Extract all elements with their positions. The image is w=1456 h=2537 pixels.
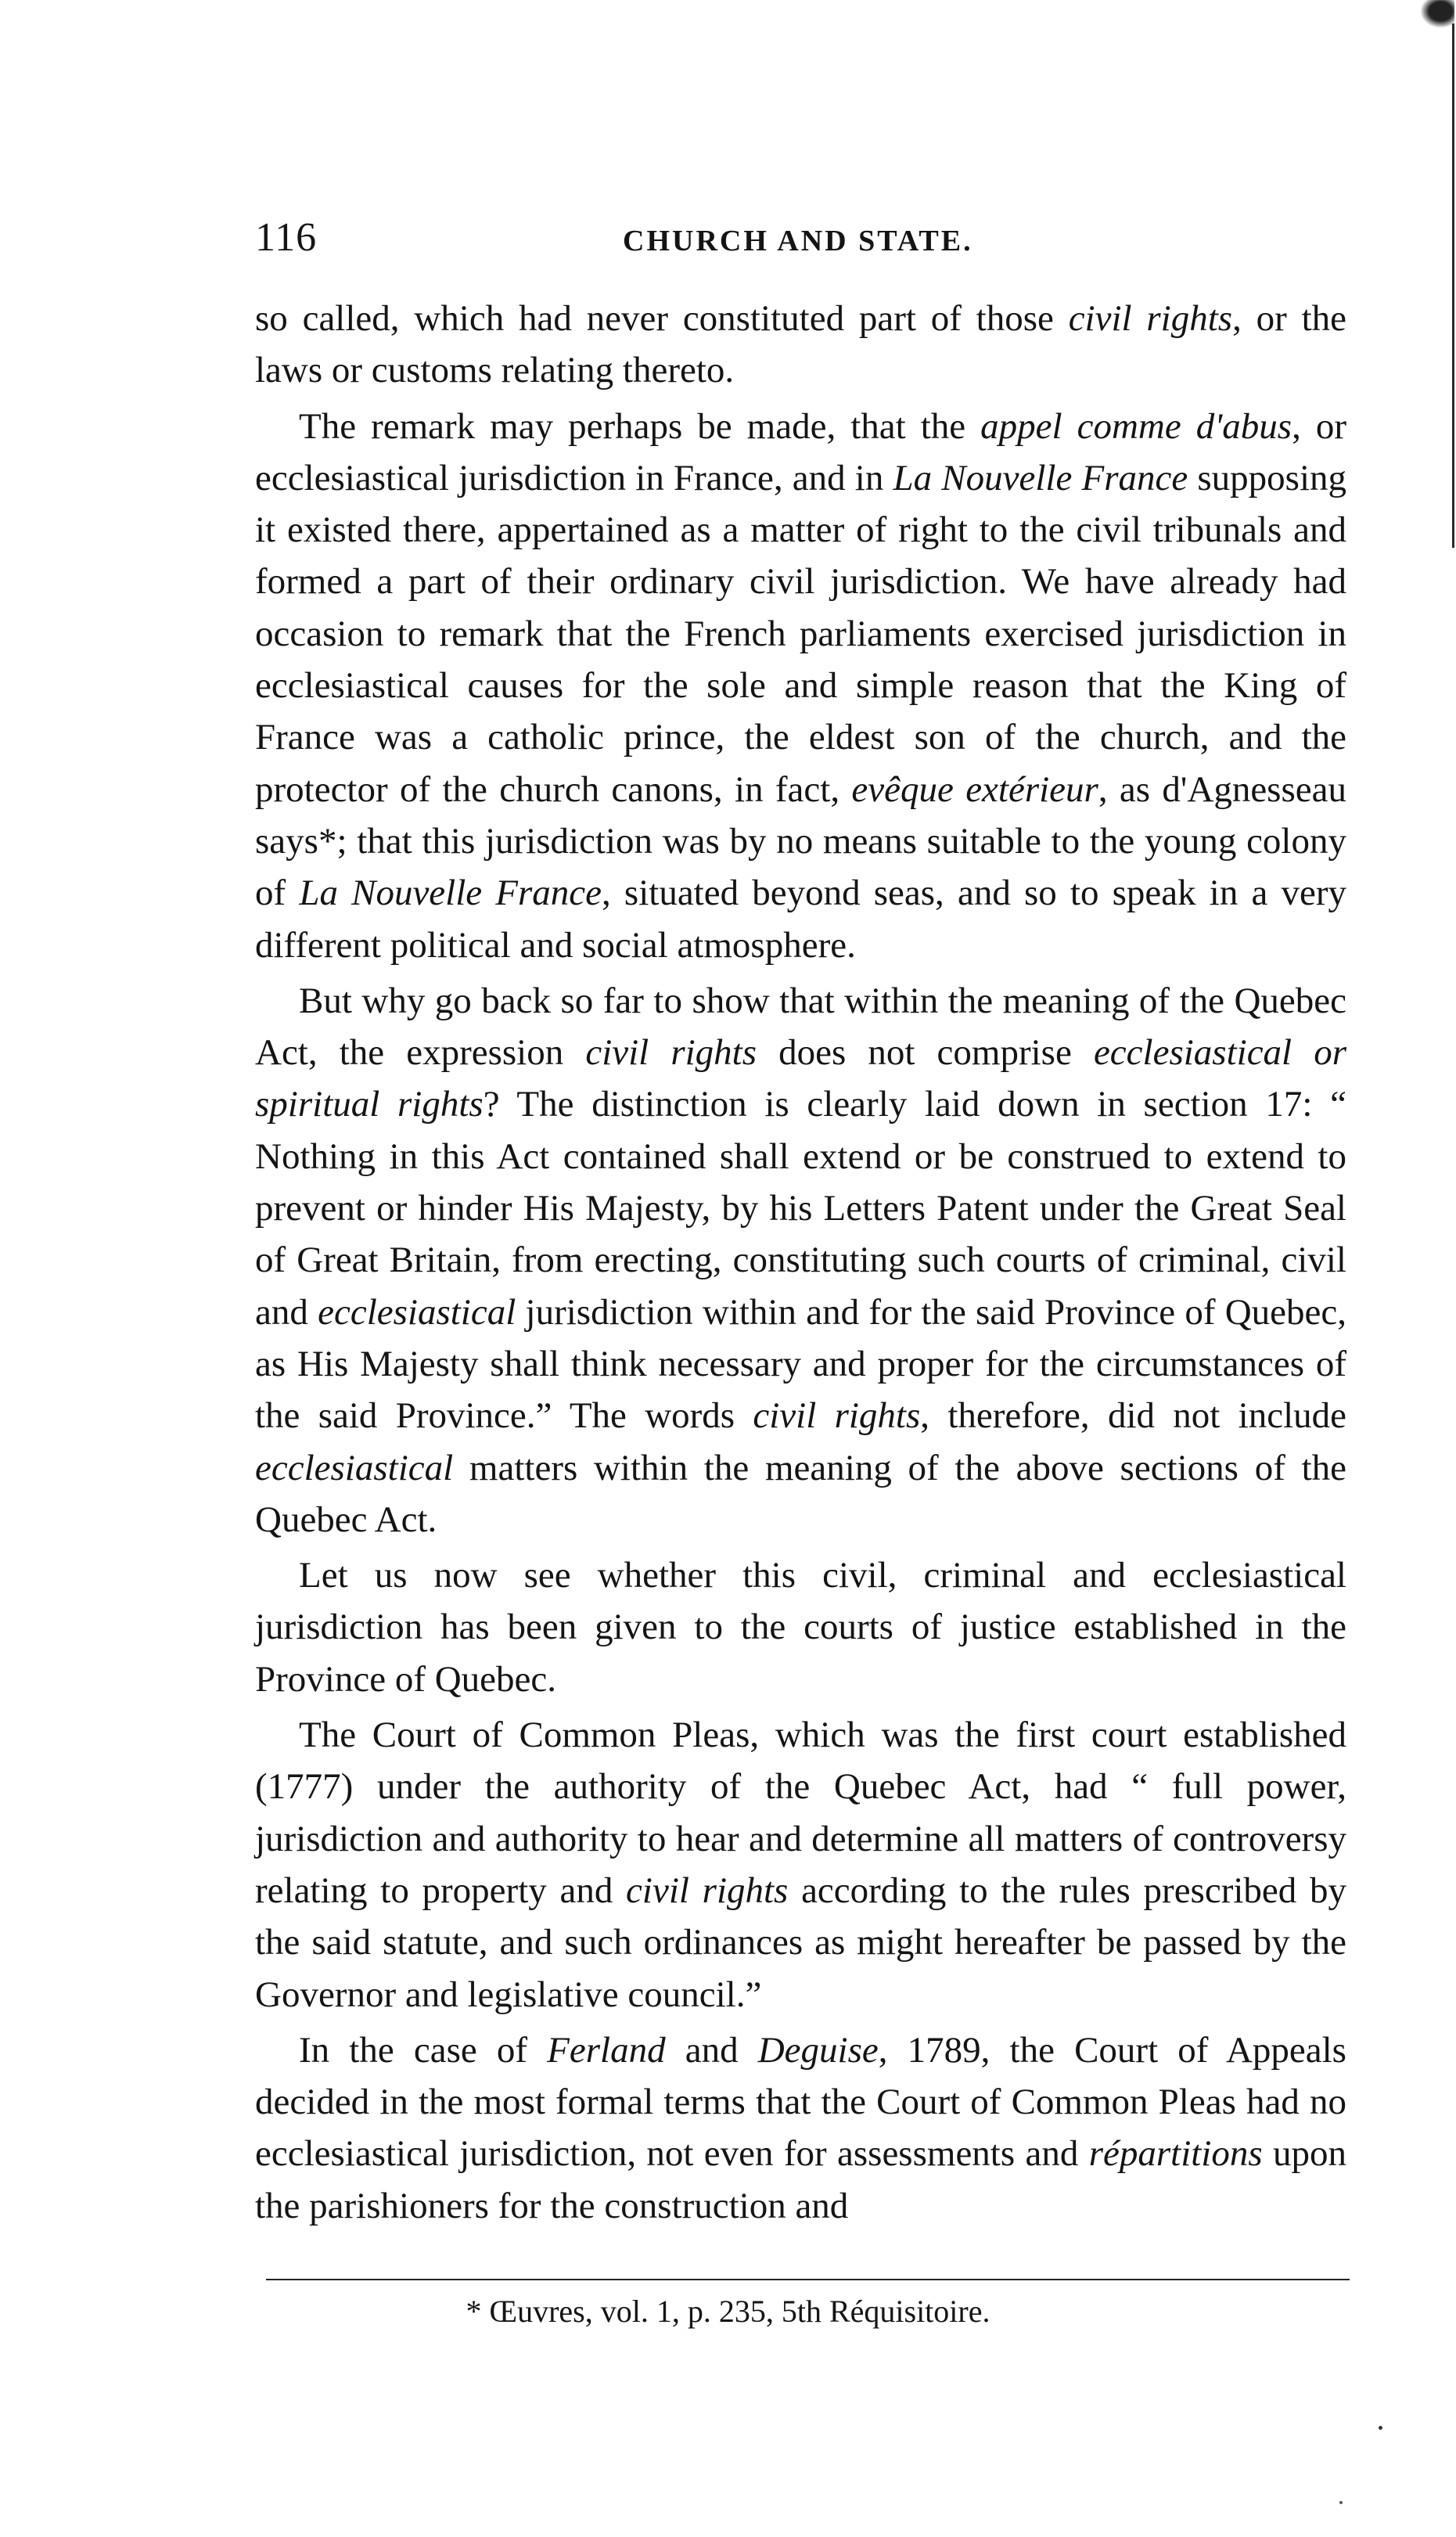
paragraph	[255, 1709, 1346, 2021]
text-run: , as d'Agnesseau says*; that this jurisdiction was by no means suitable to the young colony of	[255, 768, 1346, 914]
ink-speck	[1339, 2501, 1343, 2504]
text-run: The remark may perhaps be made, that the	[299, 405, 981, 447]
text-run: jurisdiction within and for the said Province of Quebec, as His Majesty shall think necessary and proper for the circumstances of the said Province.” The words	[255, 1291, 1346, 1437]
text-run: so called, which had never constituted part of those	[255, 298, 1069, 339]
italic-text: ecclesiastical	[318, 1291, 516, 1333]
italic-text: Ferland	[547, 2029, 666, 2071]
paragraph	[255, 401, 1346, 971]
text-run: , situated beyond seas, and so to speak in a very different political and social atmosphere.	[255, 873, 1346, 966]
text-run: according to the rules prescribed by the said statute, and such ordinances as might hereafter be passed by the Governor and legislative council.”	[255, 1869, 1346, 2015]
page-number: 116	[255, 215, 318, 260]
italic-text: civil rights	[626, 1869, 789, 1911]
paragraph	[255, 2024, 1346, 2232]
text-run: ? The distinction is clearly laid down in section 17: “ Nothing in this Act contained shall extend or be construed to extend to prevent or hinder His Majesty, by his Letters Patent under the Great Seal of Great Britain, from erecting, constituting such courts of criminal, civil and	[255, 1084, 1346, 1333]
italic-text: répartitions	[1088, 2133, 1263, 2175]
italic-text: La Nouvelle France	[893, 457, 1188, 498]
text-run: The Court of Common Pleas, which was the first court established (1777) under the authority of the Quebec Act, had “ full power, jurisdiction and authority to hear and determine all matters of controversy relating to property and	[255, 1715, 1346, 1911]
italic-text: appel comme d'abus	[980, 405, 1292, 447]
ink-speck	[1379, 2426, 1382, 2430]
italic-text: Deguise	[757, 2029, 879, 2071]
text-run: But why go back so far to show that within the meaning of the Quebec Act, the expression	[255, 980, 1346, 1074]
paragraph	[255, 975, 1346, 1546]
text-run: , or the laws or customs relating thereto.	[255, 298, 1346, 391]
page-edge-line	[1452, 23, 1454, 548]
italic-text: evêque extérieur	[851, 768, 1098, 810]
page-header	[255, 214, 1346, 269]
italic-text: ecclesiastical	[255, 1447, 454, 1488]
text-run: , 1789, the Court of Appeals decided in the most formal terms that the Court of Common Pleas had no ecclesiastical jurisdiction, not even for assessments and	[255, 2029, 1346, 2175]
running-head: CHURCH AND STATE.	[623, 225, 973, 257]
italic-text: civil rights	[585, 1032, 757, 1074]
text-run: In the case of	[299, 2029, 548, 2071]
text-run: Let us now see whether this civil, criminal and ecclesiastical jurisdiction has been given to the courts of justice established in the Province of Quebec.	[255, 1555, 1346, 1700]
text-run: supposing it existed there, appertained as a matter of right to the civil tribunals and formed a part of their ordinary civil jurisdiction. We have already had occasion to remark that the French parliaments exercised jurisdiction in ecclesiastical causes for the sole and simple reason that the King of France was a catholic prince, the eldest son of the church, and the protector of the church canons, in fact,	[255, 457, 1347, 810]
paragraph	[255, 1549, 1346, 1705]
text-run: , therefore, did not include	[920, 1395, 1346, 1437]
paragraph	[255, 293, 1346, 397]
footnote: * Œuvres, vol. 1, p. 235, 5th Réquisitoire.	[466, 2294, 990, 2329]
italic-text: civil rights	[1068, 298, 1233, 339]
body-text	[255, 293, 1346, 2232]
text-run: does not comprise	[757, 1032, 1094, 1074]
text-run: matters within the meaning of the above sections of the Quebec Act.	[255, 1447, 1346, 1540]
text-run: upon the parishioners for the construction and	[255, 2133, 1346, 2226]
footnote-rule	[266, 2279, 1350, 2280]
italic-text: civil rights	[753, 1395, 921, 1437]
italic-text: ecclesiastical or spiritual rights	[255, 1032, 1347, 1125]
text-run: , or ecclesiastical jurisdiction in France, and in	[255, 405, 1346, 498]
text-run: and	[665, 2029, 758, 2071]
page-edge-mark	[1420, 0, 1454, 28]
italic-text: La Nouvelle France	[299, 873, 602, 914]
